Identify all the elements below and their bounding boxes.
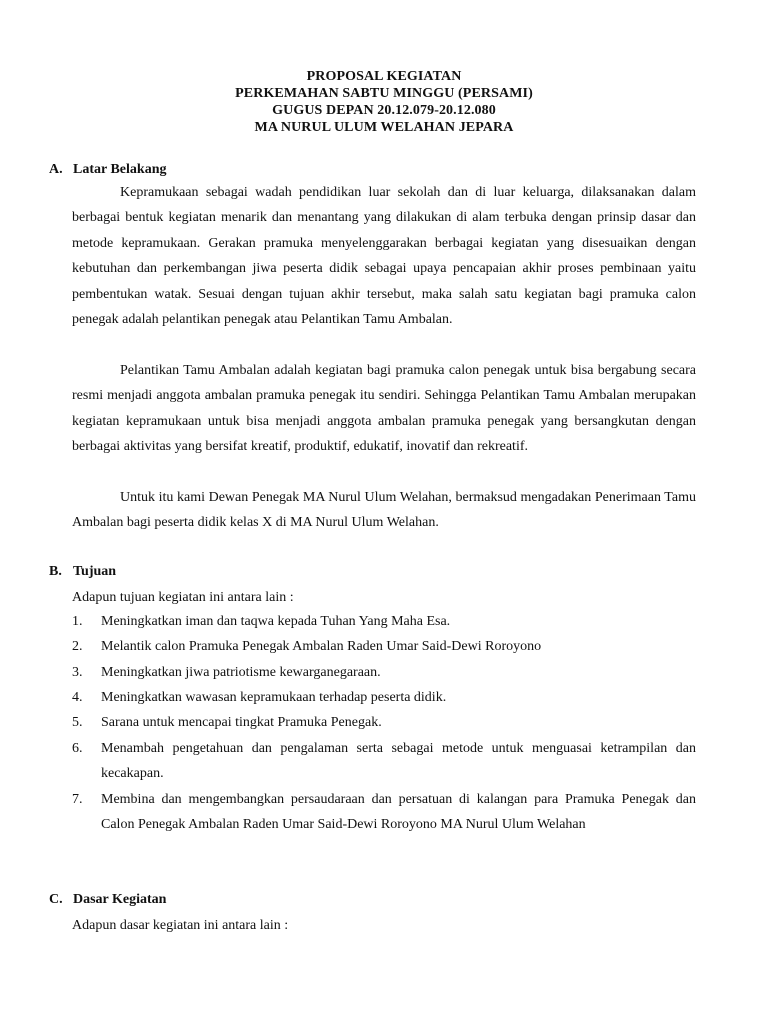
section-c-letter: C.: [49, 892, 63, 907]
list-item-number: 1.: [72, 614, 83, 629]
list-item: [72, 634, 696, 659]
list-item-text: Membina dan mengembangkan persaudaraan dan persatuan di kalangan para Pramuka Penegak dan Calon Penegak Ambalan Raden Umar Said-Dewi Roroyono MA Nurul Ulum Welahan: [101, 792, 696, 833]
proposal-title: [0, 68, 768, 136]
section-b-letter: B.: [49, 564, 62, 579]
list-item-text: Meningkatkan wawasan kepramukaan terhadap peserta didik.: [101, 690, 447, 705]
list-item: [72, 787, 696, 838]
list-item: [72, 660, 696, 685]
list-item-text: Menambah pengetahuan dan pengalaman serta sebagai metode untuk menguasai ketrampilan dan kecakapan.: [101, 741, 696, 782]
section-b-intro: Adapun tujuan kegiatan ini antara lain :: [72, 590, 294, 605]
title-line-1: PROPOSAL KEGIATAN: [306, 69, 462, 84]
list-item-number: 5.: [72, 715, 83, 730]
section-a-paragraph-3: Untuk itu kami Dewan Penegak MA Nurul Ulum Welahan, bermaksud mengadakan Penerimaan Tamu Ambalan bagi peserta didik kelas X di MA Nurul Ulum Welahan.: [72, 490, 696, 531]
title-line-4: MA NURUL ULUM WELAHAN JEPARA: [254, 120, 514, 135]
section-a-paragraph-2: Pelantikan Tamu Ambalan adalah kegiatan bagi pramuka calon penegak untuk bisa bergabung secara resmi menjadi anggota ambalan pramuka penegak itu sendiri. Sehingga Pelantikan Tamu Ambalan merupakan kegiatan kepramukaan untuk bisa menjadi anggota ambalan pramuka penegak yang bersangkutan dengan berbagai aktivitas yang bersifat kreatif, produktif, edukatif, inovatif dan rekreatif.: [72, 363, 696, 455]
list-item-number: 3.: [72, 665, 83, 680]
list-item-text: Meningkatkan jiwa patriotisme kewarganegaraan.: [101, 665, 381, 680]
list-item: [72, 685, 696, 710]
section-a-letter: A.: [49, 162, 63, 177]
section-c-heading: [49, 891, 166, 909]
list-item-text: Meningkatkan iman dan taqwa kepada Tuhan Yang Maha Esa.: [101, 614, 451, 629]
section-c-title: Dasar Kegiatan: [73, 892, 167, 907]
list-item-number: 7.: [72, 792, 83, 807]
list-item: [72, 710, 696, 735]
section-a-title: Latar Belakang: [73, 162, 167, 177]
list-item-number: 2.: [72, 639, 83, 654]
list-item: [72, 736, 696, 787]
title-line-3: GUGUS DEPAN 20.12.079-20.12.080: [272, 103, 496, 118]
section-a-heading: [49, 161, 166, 179]
section-c-intro: Adapun dasar kegiatan ini antara lain :: [72, 918, 289, 933]
title-line-2: PERKEMAHAN SABTU MINGGU (PERSAMI): [235, 86, 533, 101]
list-item-text: Sarana untuk mencapai tingkat Pramuka Penegak.: [101, 715, 382, 730]
list-item: [72, 609, 696, 634]
section-a-paragraph-1: Kepramukaan sebagai wadah pendidikan luar sekolah dan di luar keluarga, dilaksanakan dalam berbagai bentuk kegiatan menarik dan menantang yang dilakukan di alam terbuka dengan prinsip dasar dan metode kepramukaan. Gerakan pramuka menyelenggarakan berbagai kegiatan yang disesuaikan dengan kebutuhan dan perkembangan jiwa peserta didik sebagai upaya pencapaian akhir proses pembinaan yaitu pembentukan watak. Sesuai dengan tujuan akhir tersebut, maka salah satu kegiatan bagi pramuka calon penegak adalah pelantikan penegak atau Pelantikan Tamu Ambalan.: [72, 185, 696, 328]
section-b-heading: [49, 563, 116, 581]
section-b-title: Tujuan: [73, 564, 117, 579]
list-item-text: Melantik calon Pramuka Penegak Ambalan Raden Umar Said-Dewi Roroyono: [101, 639, 542, 654]
list-item-number: 4.: [72, 690, 83, 705]
list-item-number: 6.: [72, 741, 83, 756]
